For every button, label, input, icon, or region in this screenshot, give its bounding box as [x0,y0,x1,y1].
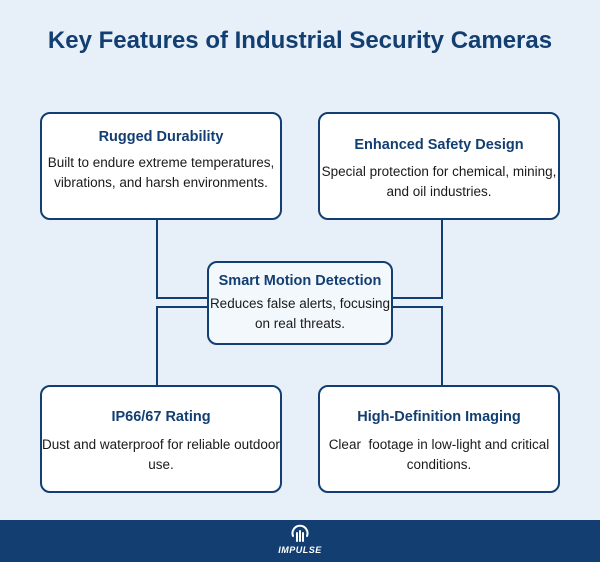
connector-bottom-left [157,307,207,385]
connector-top-right [393,220,442,298]
feature-description: Dust and waterproof for reliable outdoor use. [42,437,284,472]
feature-card-rugged-durability [40,112,282,220]
feature-card-smart-motion-detection [207,261,393,345]
brand-name: IMPULSE [278,545,322,555]
brand-logo [0,524,600,555]
connector-top-left [157,220,207,298]
feature-card-high-definition-imaging [318,385,560,493]
impulse-logo-icon [289,524,311,544]
feature-card-enhanced-safety-design [318,112,560,220]
feature-heading: IP66/67 Rating [111,409,211,425]
feature-heading: Rugged Durability [98,129,224,145]
feature-heading: Smart Motion Detection [218,273,382,289]
feature-heading: Enhanced Safety Design [354,137,524,153]
connector-bottom-right [393,307,442,385]
feature-description: Reduces false alerts, focusing on real threats. [209,296,394,331]
page-title: Key Features of Industrial Security Cameras [47,27,553,54]
footer-bar [0,520,600,562]
feature-heading: High-Definition Imaging [357,409,521,425]
feature-description: Built to endure extreme temperatures, vibrations, and harsh environments. [47,155,279,190]
feature-description: Clear footage in low-light and critical conditions. [328,437,554,472]
feature-card-ip66-67-rating [40,385,282,493]
feature-description: Special protection for chemical, mining, and oil industries. [321,164,561,199]
